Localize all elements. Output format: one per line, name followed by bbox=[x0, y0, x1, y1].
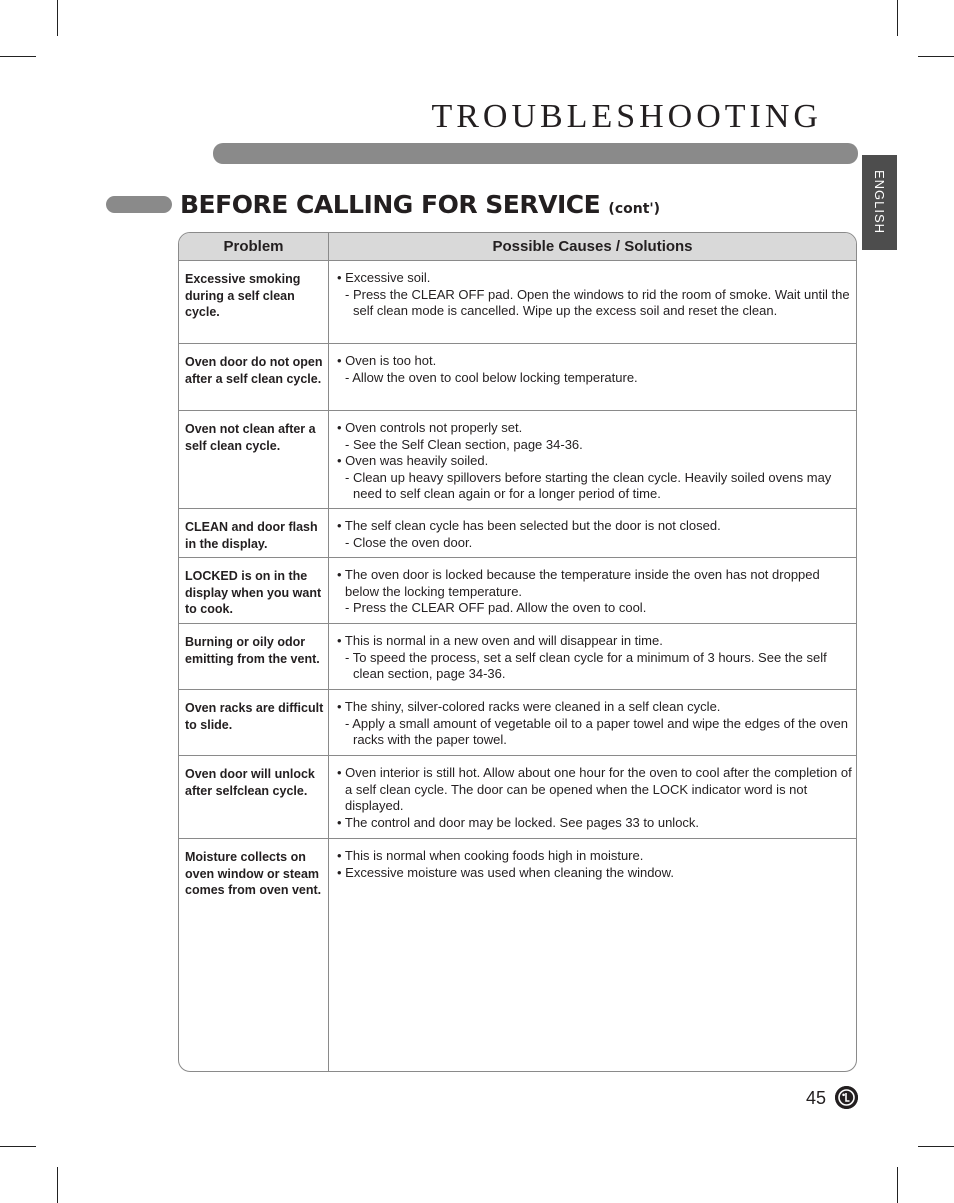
table-row bbox=[179, 509, 856, 558]
table-row bbox=[179, 558, 856, 624]
section-pill bbox=[106, 196, 172, 213]
section-title-text: BEFORE CALLING FOR SERVICE bbox=[180, 190, 601, 219]
section-title bbox=[180, 190, 660, 219]
problem-cell: Oven racks are difficult to slide. bbox=[185, 701, 324, 732]
cause-line: • Oven controls not properly set. bbox=[337, 420, 523, 435]
problem-cell: CLEAN and door flash in the display. bbox=[185, 520, 318, 551]
cause-line: • Excessive soil. bbox=[337, 270, 431, 285]
problem-cell: LOCKED is on in the display when you want to cook. bbox=[185, 569, 322, 616]
page-number: 45 bbox=[806, 1088, 827, 1108]
causes-cell bbox=[329, 756, 856, 838]
solution-line: - Allow the oven to cool below locking temperature. bbox=[345, 369, 638, 385]
solution-line: - Clean up heavy spillovers before starting the clean cycle. Heavily soiled ovens may need to self clean again or for a longer period of time. bbox=[345, 469, 832, 501]
problem-cell: Oven door will unlock after selfclean cycle. bbox=[185, 767, 315, 798]
problem-cell: Excessive smoking during a self clean cycle. bbox=[185, 272, 301, 319]
crop-mark bbox=[0, 56, 36, 57]
language-tab-label: ENGLISH bbox=[872, 170, 887, 235]
table-row bbox=[179, 756, 856, 839]
table-row bbox=[179, 344, 856, 411]
header-problem: Problem bbox=[179, 233, 329, 260]
problem-cell: Oven not clean after a self clean cycle. bbox=[185, 422, 316, 453]
table-row bbox=[179, 624, 856, 690]
causes-cell bbox=[329, 839, 856, 1072]
cause-line: - Press the CLEAR OFF pad. Allow the oven to cool. bbox=[345, 600, 647, 615]
causes-cell bbox=[329, 558, 856, 623]
crop-mark bbox=[897, 1167, 898, 1203]
crop-mark bbox=[918, 1146, 954, 1147]
cause-line: • This is normal in a new oven and will disappear in time. bbox=[337, 633, 663, 648]
table-header bbox=[179, 233, 856, 261]
cause-line: • The control and door may be locked. See pages 33 to unlock. bbox=[337, 814, 700, 830]
causes-cell bbox=[329, 411, 856, 508]
cause-line: • The self clean cycle has been selected but the door is not closed. bbox=[337, 518, 721, 533]
causes-cell bbox=[329, 344, 856, 410]
header-causes: Possible Causes / Solutions bbox=[492, 238, 693, 255]
crop-mark bbox=[57, 1167, 58, 1203]
table-row bbox=[179, 411, 856, 509]
page-title: TROUBLESHOOTING bbox=[431, 98, 822, 135]
lg-logo-icon bbox=[835, 1086, 858, 1109]
problem-cell: Moisture collects on oven window or steam comes from oven vent. bbox=[185, 850, 322, 897]
cause-line: • Oven interior is still hot. Allow about one hour for the oven to cool after the completion of a self clean cycle. The door can be opened when the LOCK indicator word is not displayed. bbox=[337, 765, 852, 813]
cause-line: • Excessive moisture was used when cleaning the window. bbox=[337, 864, 674, 880]
crop-mark bbox=[0, 1146, 36, 1147]
crop-mark bbox=[918, 56, 954, 57]
causes-cell bbox=[329, 624, 856, 689]
problem-cell: Burning or oily odor emitting from the vent. bbox=[185, 635, 320, 666]
solution-line: - Press the CLEAR OFF pad. Open the windows to rid the room of smoke. Wait until the self clean mode is cancelled. Wipe up the excess soil and reset the clean. bbox=[345, 286, 850, 318]
crop-mark bbox=[897, 0, 898, 36]
problem-cell: Oven door do not open after a self clean cycle. bbox=[185, 355, 323, 386]
lg-logo bbox=[835, 1086, 858, 1109]
cause-line: • Oven was heavily soiled. bbox=[337, 453, 489, 468]
cause-line: • This is normal when cooking foods high in moisture. bbox=[337, 848, 644, 863]
solution-line: - See the Self Clean section, page 34-36. bbox=[345, 436, 583, 452]
crop-mark bbox=[57, 0, 58, 36]
cause-line: - Close the oven door. bbox=[345, 534, 473, 550]
cause-line: • The oven door is locked because the temperature inside the oven has not dropped below the locking temperature. bbox=[337, 567, 820, 599]
causes-cell bbox=[329, 509, 856, 557]
title-bar bbox=[213, 143, 858, 164]
language-tab bbox=[862, 155, 897, 250]
cause-line: • The shiny, silver-colored racks were cleaned in a self clean cycle. bbox=[337, 699, 721, 714]
column-divider bbox=[328, 233, 329, 1071]
solution-line: - Apply a small amount of vegetable oil to a paper towel and wipe the edges of the oven racks with the paper towel. bbox=[345, 715, 848, 747]
troubleshooting-table bbox=[178, 232, 857, 1072]
cause-line: • Oven is too hot. bbox=[337, 353, 437, 368]
solution-line: - To speed the process, set a self clean cycle for a minimum of 3 hours. See the self clean section, page 34-36. bbox=[345, 649, 827, 681]
table-row bbox=[179, 690, 856, 756]
causes-cell bbox=[329, 690, 856, 755]
table-row bbox=[179, 839, 856, 1072]
section-title-cont: (cont') bbox=[608, 201, 661, 217]
table-row bbox=[179, 261, 856, 344]
causes-cell bbox=[329, 261, 856, 343]
table-body bbox=[179, 261, 856, 1072]
